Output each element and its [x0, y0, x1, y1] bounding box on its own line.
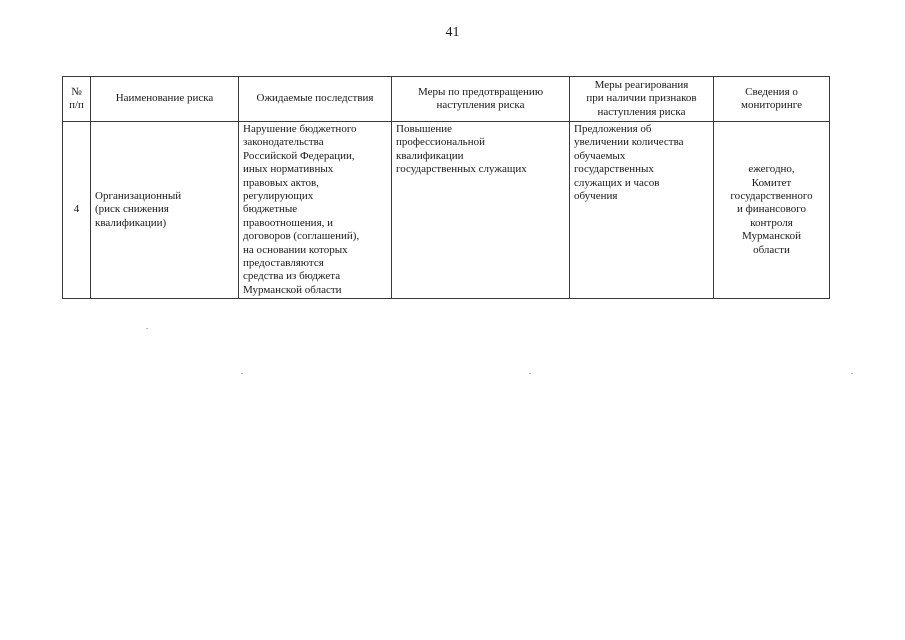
cell-line: государственных	[574, 163, 654, 176]
cell-line: Организационный	[95, 190, 182, 203]
header-monitoring	[714, 77, 830, 122]
header-text: наступления риска	[436, 99, 525, 111]
header-text: №	[71, 85, 82, 98]
header-text: п/п	[69, 99, 84, 111]
cell-line: профессиональной	[396, 136, 485, 149]
header-consequences	[239, 77, 392, 122]
cell-line: (риск снижения	[95, 203, 169, 216]
cell-line: законодательства	[243, 136, 324, 149]
table-header-row	[63, 77, 830, 122]
header-text: Меры по предотвращению	[417, 85, 544, 98]
cell-prevention	[392, 122, 570, 299]
cell-line: служащих и часов	[574, 176, 660, 189]
cell-line: государственных служащих	[396, 163, 527, 176]
cell-risk-name	[91, 122, 239, 299]
cell-line: предоставляются	[243, 257, 324, 270]
cell-line: Мурманской области	[243, 283, 342, 296]
header-text: Ожидаемые последствия	[256, 92, 374, 105]
cell-line: бюджетные	[243, 203, 298, 216]
cell-num: 4	[63, 122, 91, 299]
cell-response	[570, 122, 714, 299]
cell-consequences	[239, 122, 392, 299]
header-text: Сведения о	[745, 85, 798, 98]
cell-line: Предложения об	[574, 123, 652, 135]
table-row	[63, 122, 830, 299]
header-response	[570, 77, 714, 122]
cell-monitoring	[714, 122, 830, 299]
header-text: мониторинге	[741, 99, 802, 111]
cell-line: Мурманской	[741, 230, 802, 243]
page-number: 41	[445, 25, 460, 40]
header-text: Наименование риска	[115, 92, 214, 105]
cell-line: Нарушение бюджетного	[243, 123, 357, 135]
cell-line: средства из бюджета	[243, 270, 341, 283]
scan-speck	[529, 373, 531, 374]
cell-line: иных нормативных	[243, 163, 334, 176]
header-text: Меры реагирования	[594, 78, 689, 91]
cell-line: увеличении количества	[574, 136, 684, 149]
cell-line: правовых актов,	[243, 176, 319, 189]
header-risk-name	[91, 77, 239, 122]
cell-line: договоров (соглашений),	[243, 230, 360, 243]
scan-speck	[851, 373, 853, 374]
header-num	[63, 77, 91, 122]
cell-line: ежегодно,	[748, 163, 795, 176]
cell-line: области	[753, 243, 790, 256]
cell-line: обучаемых	[574, 149, 626, 162]
cell-line: контроля	[750, 216, 793, 229]
cell-line: квалификации)	[95, 216, 167, 229]
cell-line: квалификации	[396, 149, 464, 162]
cell-line: регулирующих	[243, 190, 314, 203]
scan-speck	[241, 373, 243, 374]
risk-table	[62, 76, 830, 299]
cell-line: на основании которых	[243, 243, 348, 256]
header-text: наступления риска	[597, 105, 686, 118]
cell-line: обучения	[574, 190, 618, 203]
cell-line: Повышение	[396, 123, 453, 135]
cell-line: и финансового	[736, 203, 807, 216]
cell-line: Комитет	[751, 176, 792, 189]
cell-line: правоотношения, и	[243, 216, 334, 229]
scan-speck	[146, 328, 148, 329]
header-text: при наличии признаков	[586, 92, 697, 105]
cell-line: Российской Федерации,	[243, 149, 355, 162]
cell-line: государственного	[730, 190, 813, 203]
header-prevention	[392, 77, 570, 122]
